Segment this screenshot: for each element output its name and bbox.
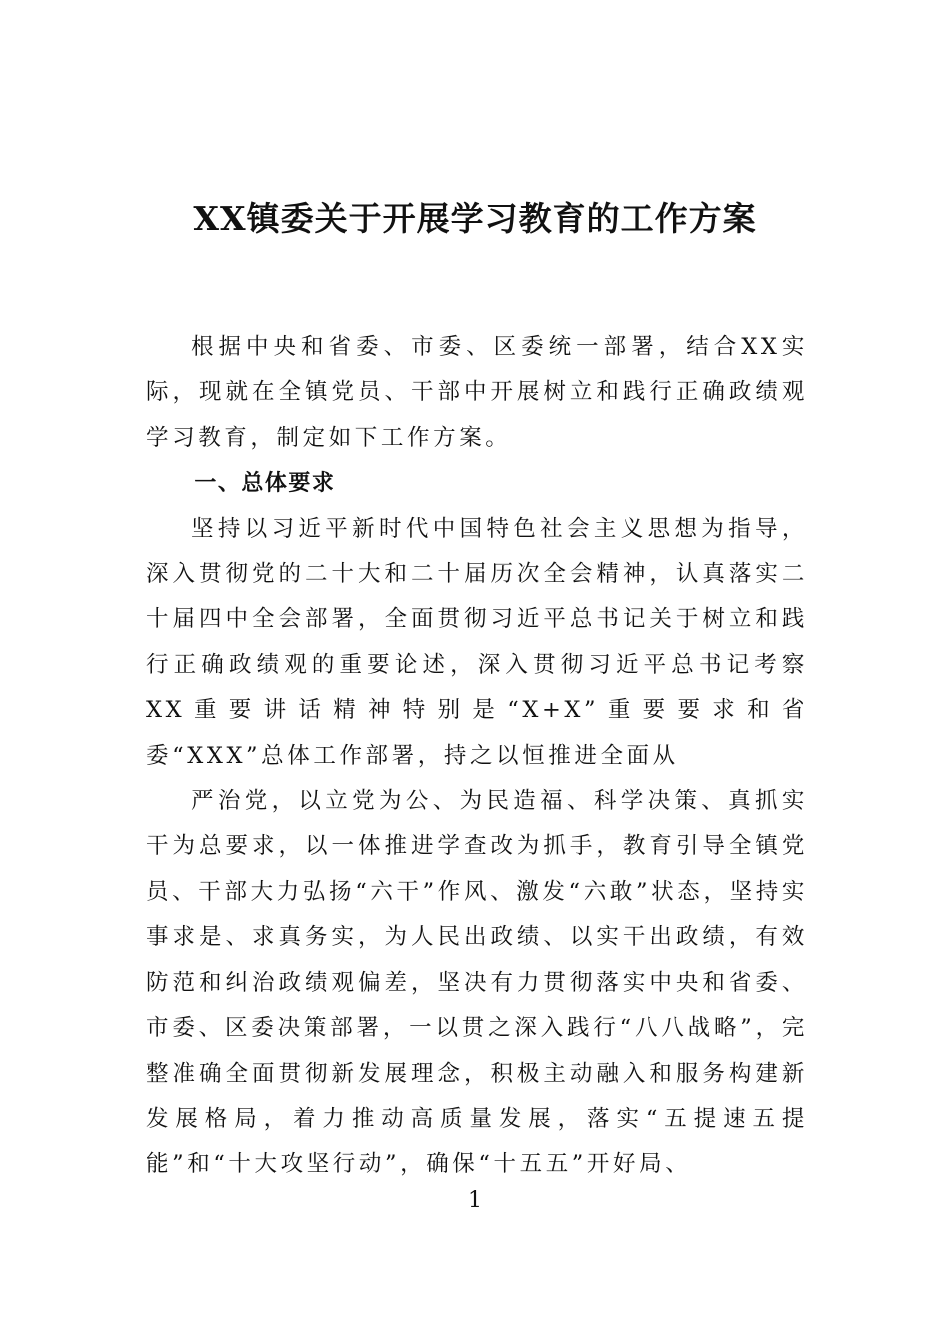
page-number: 1 [468, 1188, 482, 1213]
section-heading: 一、总体要求 [194, 471, 336, 497]
document-body [146, 325, 808, 1188]
body-paragraph: 坚持以习近平新时代中国特色社会主义思想为指导，深入贯彻党的二十大和二十届历次全会精神，认真落实二十届四中全会部署，全面贯彻习近平总书记关于树立和践行正确政绩观的重要论述，深入贯彻习近平总书记考察XX重要讲话精神特别是“X+X”重要要求和省委“XXX”总体工作部署，持之以恒推进全面从 [146, 515, 808, 769]
document-title: XX镇委关于开展学习教育的工作方案 [193, 199, 757, 238]
intro-paragraph: 根据中央和省委、市委、区委统一部署，结合XX实际，现就在全镇党员、干部中开展树立和践行正确政绩观学习教育，制定如下工作方案。 [146, 334, 808, 451]
body-paragraph: 严治党，以立党为公、为民造福、科学决策、真抓实干为总要求，以一体推进学查改为抓手，教育引导全镇党员、干部大力弘扬“六干”作风、激发“六敢”状态，坚持实事求是、求真务实，为人民出政绩、以实干出政绩，有效防范和纠治政绩观偏差，坚决有力贯彻落实中央和省委、市委、区委决策部署，一以贯之深入践行“八八战略”，完整准确全面贯彻新发展理念，积极主动融入和服务构建新发展格局，着力推动高质量发展，落实“五提速五提能”和“十大攻坚行动”，确保“十五五”开好局、 [146, 788, 808, 1178]
